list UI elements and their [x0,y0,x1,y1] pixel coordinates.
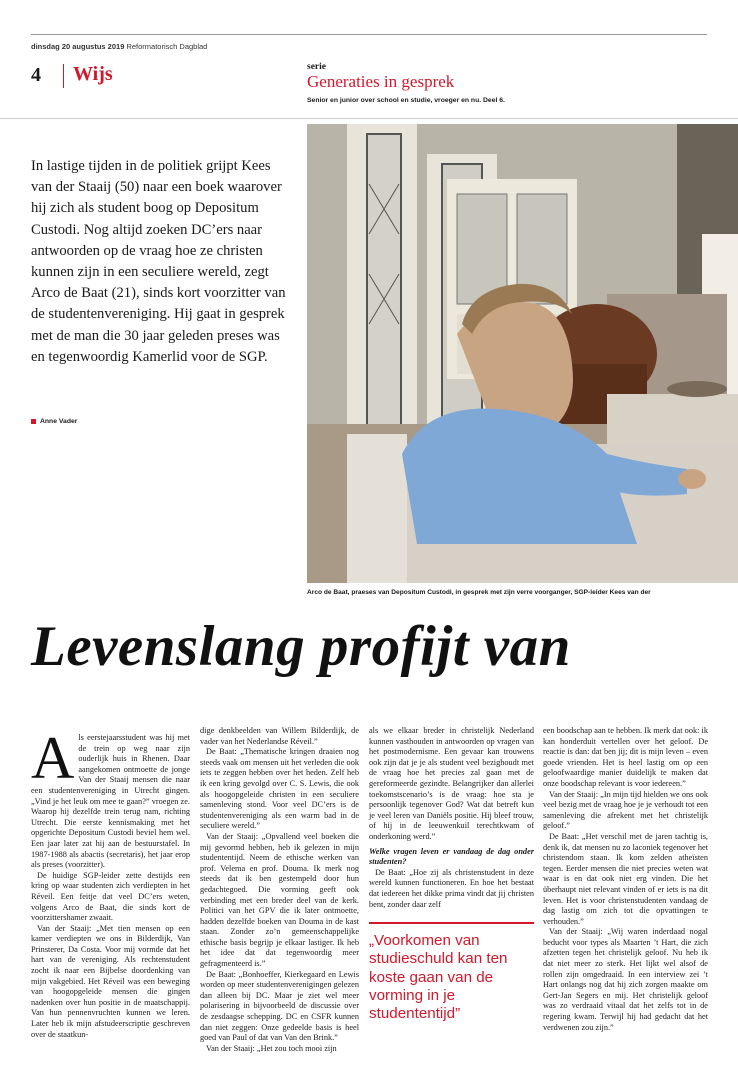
dateline [31,42,207,51]
paragraph: Van der Staaij: „Met tien mensen op een kamer verdiepten we ons in Bilderdijk, Van Prinsterer, Da Costa. Voor mij vormde dat het hart van de vereniging. Als rechtenstudent zocht ik naar een Bijbelse doordenking van mijn vakgebied. Het Réveil was een beweging van hoogopgeleide mensen die gingen nadenken over hun positie in de maatschappij. Van hun pennenvruchten kunnen we leren. Later heb ik mijn afstudeerscriptie geschreven over de staatkun- [31,923,190,1039]
header-rule [0,118,738,119]
paragraph: Van der Staaij: „In mijn tijd hielden we ons ook veel bezig met de vraag hoe je je verhoudt tot een samenleving die afrekent met het christelijk geloof.” [543,789,708,831]
paragraph: De Baat: „Het verschil met de jaren tachtig is, denk ik, dat mensen nu zo laconiek tegenover het christendom staan. Ik kom zelden atheïsten tegen. Eerder mensen die niet precies weten wat waar is en dat ook niet erg vinden. Die het überhaupt niet relevant vinden of er iets is na dit leven. Het is voor christenstudenten vandaag de dag lastig om zich tot die opvattingen te verhouden.” [543,831,708,926]
photo-caption: Arco de Baat, praeses van Depositum Custodi, in gesprek met zijn verre voorganger, SGP-leider Kees van der [307,589,651,596]
paragraph: Van der Staaij: „Wij waren inderdaad nogal beducht voor types als Maarten ’t Hart, die zich afzetten tegen het christelijk geloof. Nu heb ik dat niet meer zo sterk. Het lijkt wel alsof de rollen zijn omgedraaid. In een interview zei ’t Hart onlangs nog dat hij zich zorgen maakte om Gert-Jan Segers en mij. Het christelijk geloof was zo verdraaid vitaal dat het zelfs tot in de regering kwam. Terwijl hij had gedacht dat het verdwenen zou zijn.” [543,927,708,1032]
dateline-date: dinsdag 20 augustus 2019 [31,42,125,51]
paragraph: De Baat: „Thematische kringen draaien nog steeds vaak om mensen uit het verleden die ook iets te zeggen hebben over het heden. Zelf heb ik een kring gevolgd over C. S. Lewis, die ook als hoogopgeleide christen in een seculiere samenleving stond. Voor veel DC’ers is de studentenvereniging als een warm bad in de seculiere wereld.” [200,747,359,831]
top-rule [31,34,707,35]
article-column-2 [200,726,359,1054]
article-column-3 [369,726,534,910]
intro-text: In lastige tijden in de politiek grijpt Kees van der Staaij (50) naar een boek waarover hij zich als student boog op Depositum Custodi. Nog altijd zoeken DC’ers naar antwoorden op de vraag hoe ze christen kunnen zijn in een seculiere wereld, zegt Arco de Baat (21), sinds kort voorzitter van de studentenvereniging. Hij gaat in gesprek met de man die 30 jaar geleden preses was en tegenwoordig Kamerlid voor de SGP. [31,158,286,365]
paragraph: Van der Staaij: „Het zou toch mooi zijn [206,1043,337,1053]
paragraph: een boodschap aan te hebben. Ik merk dat ook: ik kan honderduit vertellen over het geloof. De reactie is dan: dat ben jij; dit is mijn leven – even goede vrienden. Het is heel lastig om op een geloofwaardige manier duidelijk te maken dat onze boodschap relevant is voor iedereen.” [543,726,708,788]
paragraph: Van der Staaij: „Opvallend veel boeken die mij gevormd hebben, heb ik gelezen in mijn studententijd. Neem de ethische werken van prof. Velema en prof. Douma. Ik merk nog steeds dat ik ben gestempeld door hun gedachtegoed. Die vorming geeft ook verbinding met een breder deel van de kerk. Politici van het GPV die ik later ontmoette, hadden dezelfde boeken van Douma in de kast staan. Zonder zo’n gemeenschappelijke ethische basis begrijp je elkaar lastiger. Ik heb het idee dat dat tegenwoordig meer gefragmenteerd is.” [200,831,359,969]
byline-square-icon [31,419,36,424]
page-number: 4 [31,64,41,86]
serie-subtitle: Senior en junior over school en studie, vroeger en nu. Deel 6. [307,97,505,104]
article-column-1 [31,725,190,1040]
section-title: Wijs [73,63,113,85]
paragraph: als we elkaar breder in christelijk Nederland kunnen vasthouden in antwoorden op vragen van het postmodernisme. Een gevaar kan trouwens ook zijn dat je je als student veel bezighoudt met de vraag hoe het precies zal gaan met de gereformeerde gezindte. Belangrijker dan allerlei toekomstscenario’s is de vraag: hoe sta je persoonlijk tegenover God? Wat dat betreft kun je veel leren van Daniëls positie. Hij bleef trouw, of hij in de leeuwenkuil terechtkwam of onderkoning werd.” [369,726,534,841]
paragraph: De huidige SGP-leider zette destijds een kring op waar studenten zich verdiepten in het Réveil. Een feitje dat veel DC’ers weten, volgens Arco de Baat, die sinds kort de voorzittershamer zwaait. [31,870,190,923]
byline-author: Anne Vader [40,418,78,425]
section-divider [63,64,64,88]
drop-cap: A [31,725,75,791]
headline: Levenslang profijt van [31,615,571,678]
byline [31,418,77,425]
serie-tag: serie [307,62,326,72]
photo-illustration [307,124,738,583]
paragraph: De Baat: „Bonhoeffer, Kierkegaard en Lewis worden op meer studentenverenigingen gelezen dan alleen bij DC. Maar je ziet wel meer polarisering in bijvoorbeeld de discussie over de zesdaagse schepping. DC en CSFR kunnen dan niet zeggen: Onze gedeelde basis is heel goed van Paul of dat van Van den Brink.” [200,969,359,1043]
paragraph: De Baat: „Hoe zij als christenstudent in deze wereld kunnen functioneren. En hoe het bestaat dat iedereen het dikke prima vindt dat jij christen bent, zonder daar zelf [369,867,534,909]
interview-question: Welke vragen leven er vandaag de dag onder studenten? [369,846,534,867]
pull-quote-text: „Voorkomen van studieschuld kan ten koste gaan van de vorming in je studententijd” [369,932,508,1023]
dateline-paper: Reformatorisch Dagblad [126,42,208,51]
paragraph: dige denkbeelden van Willem Bilderdijk, de vader van het Nederlandse Réveil.” [200,726,359,746]
serie-title: Generaties in gesprek [307,72,455,91]
pull-quote [369,922,534,1023]
article-photo [307,124,738,583]
paragraph: ls eerstejaarsstudent was hij met de trein op weg naar zijn ouderlijk huis in Rhenen. Daar aangekomen ontmoette de jonge Van der Staaij mensen die naar een studentenvereniging in Utrecht gingen. „Vind je het leuk om mee te gaan?” vroegen ze. Waarop hij dezelfde trein terug nam, richting Utrecht. Die eerste kennismaking met het opgerichte Depositum Custodi beviel hem wel. Een jaar later zat hij aan de bestuurstafel. In 1987-1988 als abactis (secretaris), het jaar erop als preses (voorzitter). [31,733,190,870]
article-column-4 [543,726,708,1033]
